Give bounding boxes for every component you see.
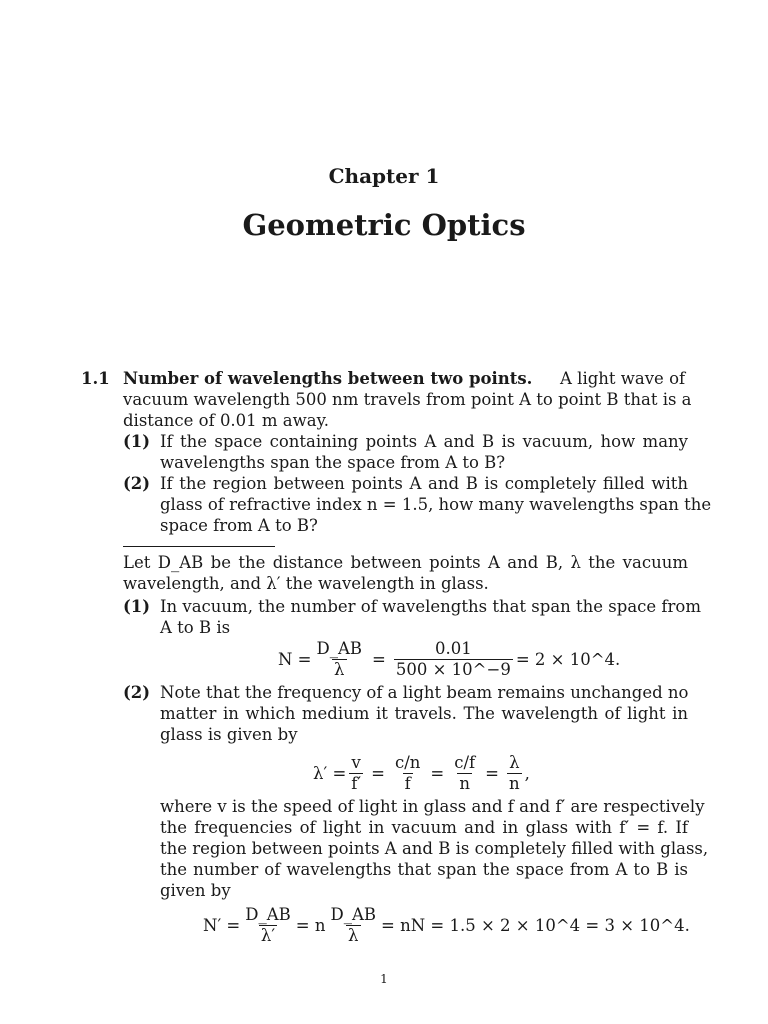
- eq2-f2-den: f: [404, 773, 411, 793]
- problem-intro-line: A light wave of: [560, 369, 686, 388]
- eq1-fraction-2: [394, 640, 513, 679]
- chapter-title: Geometric Optics: [242, 208, 526, 242]
- eq3-f1-num: D_AB: [245, 904, 291, 924]
- solution-part-2-line: glass is given by: [160, 725, 298, 744]
- eq1-equals: =: [372, 649, 386, 669]
- eq2-fraction-3: [452, 754, 477, 793]
- eq3-fraction-1: [243, 906, 293, 945]
- eq2-fraction-4: [507, 754, 522, 793]
- eq1-fraction-1: [315, 640, 365, 679]
- equation-3: [203, 903, 690, 947]
- eq2-f2-num: c/n: [394, 752, 421, 772]
- page-number: 1: [380, 972, 388, 986]
- eq2-f4-num: λ: [509, 752, 520, 772]
- chapter-label: Chapter 1: [328, 164, 440, 188]
- eq2-equals-3: =: [485, 763, 499, 783]
- eq2-equals-1: =: [371, 763, 385, 783]
- eq3-lhs: N′ =: [203, 915, 241, 935]
- equation-2: [313, 751, 530, 795]
- eq2-lhs: λ′ =: [313, 763, 347, 783]
- eq2-equals-2: =: [430, 763, 445, 783]
- solution-part-2-line: matter in which medium it travels. The wavelength of light in: [160, 704, 688, 723]
- question-2-line: space from A to B?: [160, 516, 318, 535]
- solution-part-2b-line: the number of wavelengths that span the space from A to B is: [160, 860, 688, 879]
- solution-part-2-line: Note that the frequency of a light beam remains unchanged no: [160, 683, 689, 702]
- question-2-line: If the region between points A and B is completely filled with: [160, 474, 688, 493]
- eq3-fraction-2: [329, 906, 379, 945]
- eq2-fraction-2: [393, 754, 422, 793]
- question-1-line: If the space containing points A and B is vacuum, how many: [160, 432, 688, 451]
- eq3-mid: = n: [295, 915, 326, 935]
- question-2-label: (2): [123, 474, 151, 493]
- equation-1: [278, 638, 620, 680]
- solution-part-2b-line: the region between points A and B is completely filled with glass,: [160, 839, 709, 858]
- eq3-f2-den: λ: [348, 925, 359, 945]
- solution-intro-line: Let D_AB be the distance between points A and B, λ the vacuum: [123, 553, 688, 572]
- eq1-frac1-den: λ: [334, 659, 345, 679]
- solution-part-2b-line: given by: [160, 881, 231, 900]
- solution-part-1-line: A to B is: [160, 618, 231, 637]
- eq1-lhs: N =: [278, 649, 312, 669]
- eq1-frac2-num: 0.01: [434, 638, 472, 658]
- problem-intro-line: vacuum wavelength 500 nm travels from point A to point B that is a: [123, 390, 692, 409]
- eq2-f1-den: f′: [351, 773, 362, 793]
- question-2-line: glass of refractive index n = 1.5, how many wavelengths span the: [160, 495, 712, 514]
- solution-intro-line: wavelength, and λ′ the wavelength in glass.: [123, 574, 489, 593]
- eq1-result: = 2 × 10^4.: [515, 649, 621, 669]
- question-1-line: wavelengths span the space from A to B?: [160, 453, 506, 472]
- problem-number: 1.1: [81, 369, 110, 388]
- question-1-label: (1): [123, 432, 151, 451]
- eq2-fraction-1: [349, 754, 363, 793]
- problem-intro-line: distance of 0.01 m away.: [123, 411, 329, 430]
- problem-title: Number of wavelengths between two points.: [123, 369, 533, 388]
- eq2-f1-num: v: [351, 752, 361, 772]
- solution-part-1-label: (1): [123, 597, 151, 616]
- eq3-f2-num: D_AB: [330, 904, 377, 924]
- solution-part-2-label: (2): [123, 683, 151, 702]
- solution-part-2b-line: where v is the speed of light in glass and f and f′ are respectively: [160, 797, 705, 816]
- solution-part-1-line: In vacuum, the number of wavelengths that span the space from: [160, 597, 702, 616]
- solution-part-2b-line: the frequencies of light in vacuum and in glass with f′ = f. If: [160, 818, 688, 837]
- eq2-tail: ,: [524, 763, 530, 783]
- eq2-f3-den: n: [459, 773, 471, 793]
- eq1-frac1-num: D_AB: [316, 638, 363, 658]
- eq3-f1-den: λ′: [260, 925, 276, 945]
- eq1-frac2-den: 500 × 10^−9: [395, 659, 511, 679]
- eq3-result: = nN = 1.5 × 2 × 10^4 = 3 × 10^4.: [381, 915, 690, 935]
- solution-divider: [123, 546, 275, 547]
- eq2-f3-num: c/f: [454, 752, 476, 772]
- eq2-f4-den: n: [508, 773, 520, 793]
